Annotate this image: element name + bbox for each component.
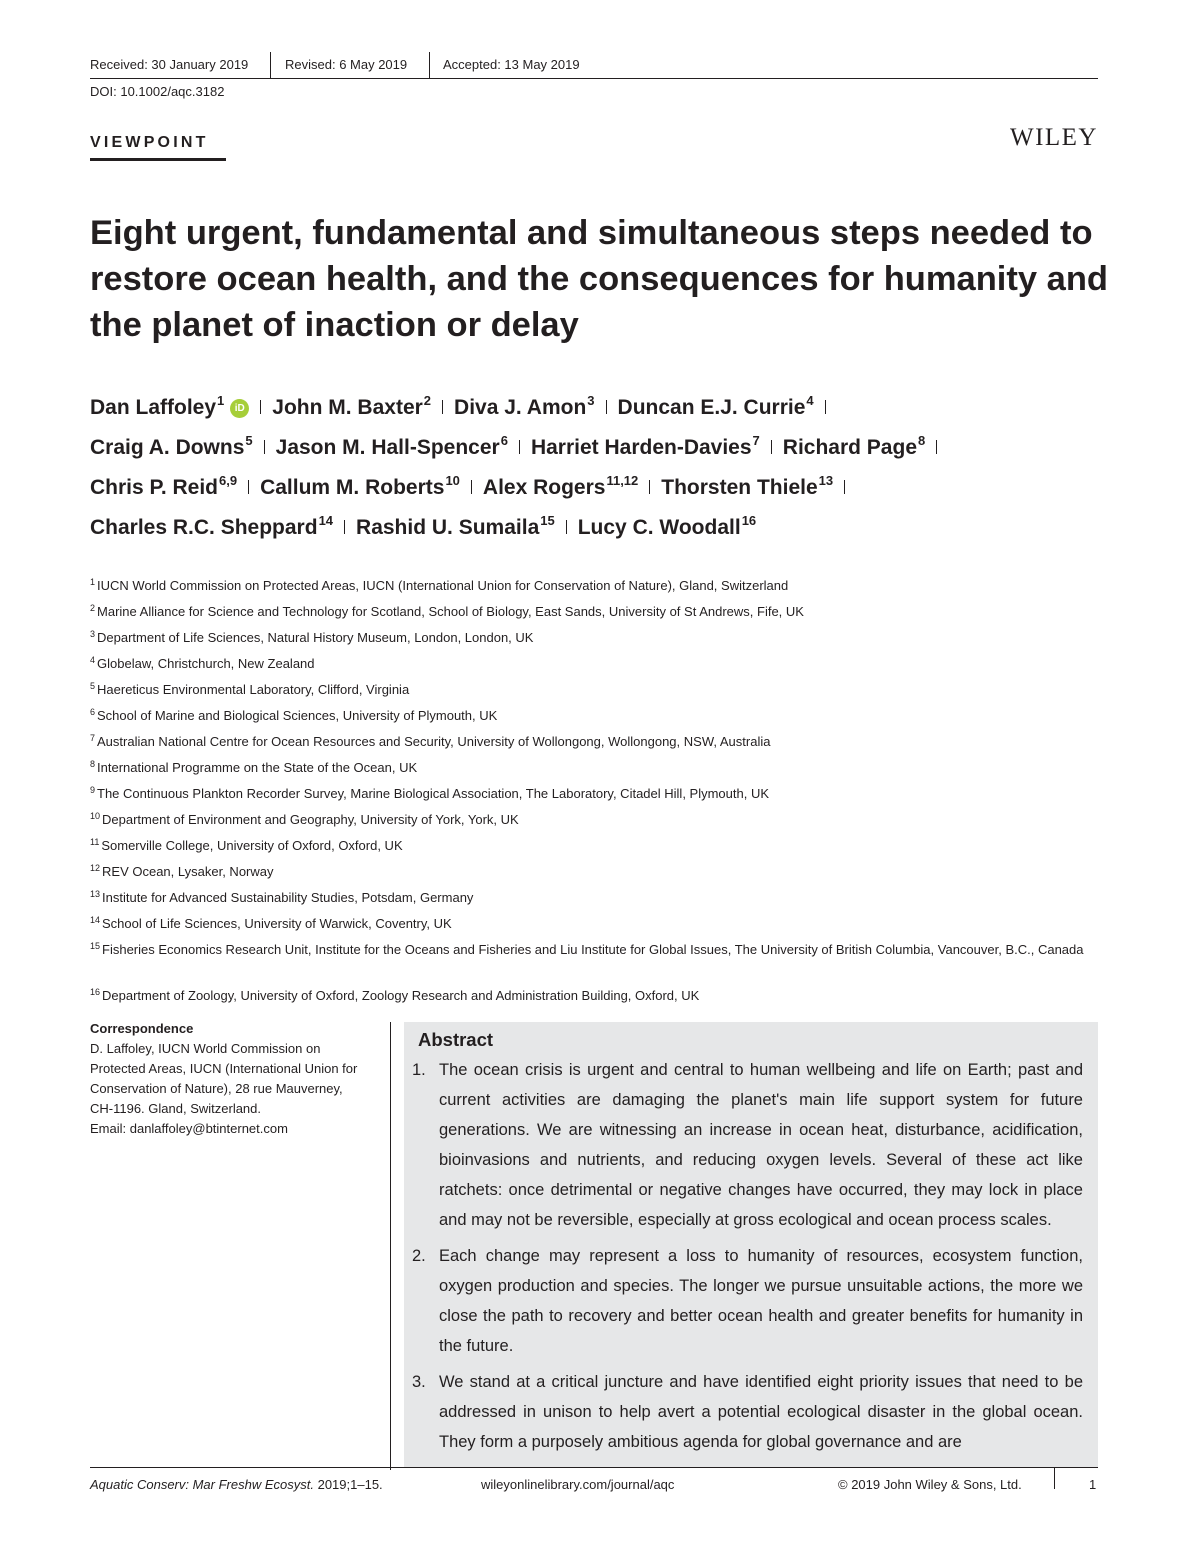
author[interactable] (454, 393, 595, 419)
affiliation-number: 1 (90, 577, 96, 587)
author-affiliation-number: 6 (500, 433, 508, 448)
author-separator (344, 520, 345, 534)
author-separator (649, 480, 650, 494)
article-dates (90, 56, 1098, 76)
affiliation (90, 654, 1100, 680)
affiliation-number: 7 (90, 733, 96, 743)
accepted-date: Accepted: 13 May 2019 (443, 57, 580, 72)
author-separator (844, 480, 845, 494)
author[interactable] (661, 473, 834, 499)
copyright: © 2019 John Wiley & Sons, Ltd. (838, 1477, 1022, 1492)
affiliation-text: School of Life Sciences, University of Warwick, Coventry, UK (102, 916, 452, 931)
affiliation-text: Department of Life Sciences, Natural History Museum, London, London, UK (97, 630, 534, 645)
author[interactable] (356, 513, 555, 539)
article-title (90, 210, 1108, 348)
affiliation-number: 4 (90, 655, 96, 665)
revised-date: Revised: 6 May 2019 (285, 57, 408, 72)
author-affiliation-number: 11,12 (606, 473, 639, 488)
author-affiliation-number: 13 (818, 473, 834, 488)
author-name: Lucy C. Woodall (577, 516, 741, 539)
affiliation (90, 706, 1100, 732)
affiliation-text: Department of Environment and Geography, University of York, York, UK (102, 812, 519, 827)
author-name: Craig A. Downs (90, 436, 245, 459)
abstract-item-number: 3. (412, 1373, 426, 1391)
journal-citation (90, 1477, 383, 1492)
divider (270, 52, 271, 78)
author-affiliation-number: 6,9 (219, 473, 238, 488)
correspondence-line: Protected Areas, IUCN (International Union for (90, 1061, 358, 1076)
author-name: Richard Page (782, 436, 917, 459)
affiliation-list (90, 576, 1100, 1012)
received-date: Received: 30 January 2019 (90, 57, 249, 72)
author-name: Dan Laffoley (90, 396, 217, 419)
affiliation-number: 13 (90, 889, 101, 899)
affiliation-text: Somerville College, University of Oxford, Oxford, UK (101, 838, 403, 853)
affiliation-text: Australian National Centre for Ocean Resources and Security, University of Wollongong, Wollongong, NSW, Australia (97, 734, 771, 749)
abstract-item-text: The ocean crisis is urgent and central to human wellbeing and life on Earth; past and current activities are damaging the planet's main life support system for future generations. We are witnessing an increase in ocean heat, disturbance, acidification, bioinvasions and nutrients, and reducing oxygen levels. Several of these act like ratchets: once detrimental or negative changes have occurred, they may lock in place and may not be reversible, especially at gross ecological and ocean process scales. (439, 1061, 1083, 1229)
title-line: Eight urgent, fundamental and simultaneous steps needed to (90, 214, 1093, 252)
correspondence (90, 1019, 382, 1139)
journal-volume: 2019;1–15. (317, 1477, 383, 1492)
author[interactable] (90, 473, 238, 499)
author[interactable] (482, 473, 639, 499)
affiliation (90, 888, 1100, 914)
affiliation (90, 784, 1100, 810)
affiliation-text: Department of Zoology, University of Oxford, Zoology Research and Administration Building, Oxford, UK (102, 988, 700, 1003)
page-number: 1 (1089, 1477, 1097, 1492)
abstract-heading: Abstract (418, 1029, 494, 1050)
affiliation-number: 3 (90, 629, 96, 639)
affiliation-number: 10 (90, 811, 101, 821)
author[interactable] (782, 433, 926, 459)
author-name: Jason M. Hall-Spencer (275, 436, 500, 459)
author-separator (248, 480, 249, 494)
correspondence-line: D. Laffoley, IUCN World Commission on (90, 1041, 321, 1056)
affiliation (90, 628, 1100, 654)
affiliation (90, 914, 1100, 940)
affiliation-text: The Continuous Plankton Recorder Survey, Marine Biological Association, The Laboratory, Citadel Hill, Plymouth, UK (97, 786, 770, 801)
author-list (90, 388, 1100, 548)
author-separator (519, 440, 520, 454)
abstract-box (404, 1022, 1098, 1468)
author-affiliation-number: 7 (752, 433, 760, 448)
affiliation-number: 2 (90, 603, 96, 613)
affiliation-text: Marine Alliance for Science and Technology for Scotland, School of Biology, East Sands, University of St Andrews, Fife, UK (97, 604, 804, 619)
author-affiliation-number: 5 (245, 433, 253, 448)
author-name: Harriet Harden-Davies (530, 436, 752, 459)
author-line (90, 508, 1100, 548)
author-name: Callum M. Roberts (260, 476, 445, 499)
author-separator (471, 480, 472, 494)
author-name: Diva J. Amon (454, 396, 587, 419)
affiliation-number: 14 (90, 915, 101, 925)
title-line: the planet of inaction or delay (90, 306, 579, 344)
author[interactable] (275, 433, 508, 459)
author-separator (936, 440, 937, 454)
journal-url[interactable]: wileyonlinelibrary.com/journal/aqc (481, 1477, 675, 1492)
author-separator (442, 400, 443, 414)
affiliation-number: 15 (90, 941, 101, 951)
affiliation (90, 576, 1100, 602)
affiliation-text: REV Ocean, Lysaker, Norway (102, 864, 274, 879)
affiliation (90, 862, 1100, 888)
author-affiliation-number: 3 (587, 393, 595, 408)
affiliation (90, 602, 1100, 628)
author-separator (264, 440, 265, 454)
abstract-item (412, 1055, 1083, 1235)
author-line (90, 468, 1100, 508)
abstract-item-text: We stand at a critical juncture and have identified eight priority issues that need to be addressed in unison to help avert a potential ecological disaster in the global ocean. They form a purposely ambitious agenda for global governance and are (439, 1373, 1083, 1451)
author-affiliation-number: 8 (918, 433, 926, 448)
affiliation-text: Haereticus Environmental Laboratory, Clifford, Virginia (97, 682, 410, 697)
author[interactable] (272, 393, 432, 419)
author-line (90, 388, 1100, 428)
affiliation-number: 8 (90, 759, 96, 769)
journal-name: Aquatic Conserv: Mar Freshw Ecosyst. (90, 1477, 314, 1492)
author[interactable] (90, 433, 253, 459)
affiliation-number: 5 (90, 681, 96, 691)
author-affiliation-number: 1 (217, 393, 225, 408)
article-type-underline (90, 158, 226, 161)
header-rule (90, 78, 1098, 79)
author-separator (825, 400, 826, 414)
publisher-logo: WILEY (1009, 124, 1098, 151)
affiliation-number: 16 (90, 987, 101, 997)
article-type: VIEWPOINT (90, 134, 209, 151)
author-name: Rashid U. Sumaila (356, 516, 540, 539)
author-name: Charles R.C. Sheppard (90, 516, 318, 539)
orcid-icon[interactable]: iD (230, 399, 249, 418)
correspondence-email[interactable]: Email: danlaffoley@btinternet.com (90, 1121, 288, 1136)
author-name: John M. Baxter (272, 396, 423, 419)
author-name: Chris P. Reid (90, 476, 218, 499)
author-affiliation-number: 2 (423, 393, 432, 408)
affiliation-text: IUCN World Commission on Protected Areas, IUCN (International Union for Conservation of Nature), Gland, Switzerland (97, 578, 789, 593)
author[interactable] (260, 473, 460, 499)
abstract-item (412, 1367, 1083, 1457)
affiliation-number: 11 (90, 837, 100, 847)
author-line (90, 428, 1100, 468)
footer-rule (90, 1467, 1098, 1468)
author-separator (260, 400, 261, 414)
affiliation-text: School of Marine and Biological Sciences, University of Plymouth, UK (97, 708, 498, 723)
affiliation (90, 986, 1100, 1012)
author-affiliation-number: 16 (741, 513, 757, 528)
affiliation (90, 732, 1100, 758)
author-separator (771, 440, 772, 454)
affiliation-number: 9 (90, 785, 96, 795)
affiliation-number: 6 (90, 707, 96, 717)
author-name: Thorsten Thiele (661, 476, 818, 499)
column-divider (390, 1022, 391, 1470)
correspondence-line: CH-1196. Gland, Switzerland. (90, 1101, 262, 1116)
abstract-item-number: 2. (412, 1247, 426, 1265)
author[interactable] (617, 393, 814, 419)
affiliation-text: Globelaw, Christchurch, New Zealand (97, 656, 315, 671)
footer-divider (1054, 1467, 1055, 1489)
author-affiliation-number: 4 (806, 393, 814, 408)
affiliation-text: International Programme on the State of the Ocean, UK (97, 760, 418, 775)
affiliation (90, 680, 1100, 706)
affiliation-text: Institute for Advanced Sustainability Studies, Potsdam, Germany (102, 890, 474, 905)
author[interactable] (577, 513, 757, 539)
abstract-item-number: 1. (412, 1061, 426, 1079)
author-affiliation-number: 15 (540, 513, 555, 528)
author-separator (566, 520, 567, 534)
title-line: restore ocean health, and the consequences for humanity and (90, 260, 1108, 298)
correspondence-line: Conservation of Nature), 28 rue Mauverney, (90, 1081, 343, 1096)
author-name: Alex Rogers (482, 476, 606, 499)
affiliation-text: Fisheries Economics Research Unit, Institute for the Oceans and Fisheries and Liu Institute for Global Issues, The University of British Columbia, Vancouver, B.C., Canada (102, 942, 1084, 957)
affiliation (90, 940, 1100, 986)
author-separator (606, 400, 607, 414)
author-affiliation-number: 14 (318, 513, 334, 528)
affiliation (90, 810, 1100, 836)
affiliation-number: 12 (90, 863, 101, 873)
doi[interactable]: DOI: 10.1002/aqc.3182 (90, 84, 225, 99)
author-affiliation-number: 10 (445, 473, 460, 488)
affiliation (90, 836, 1100, 862)
divider (429, 52, 430, 78)
correspondence-heading: Correspondence (90, 1021, 194, 1036)
author-name: Duncan E.J. Currie (617, 396, 806, 419)
author[interactable] (90, 393, 225, 419)
author[interactable] (530, 433, 760, 459)
affiliation (90, 758, 1100, 784)
author[interactable] (90, 513, 334, 539)
abstract-item (412, 1241, 1083, 1361)
abstract-item-text: Each change may represent a loss to humanity of resources, ecosystem function, oxygen production and species. The longer we pursue unsuitable actions, the more we close the path to recovery and better ocean health and greater benefits for humanity in the future. (439, 1247, 1083, 1355)
